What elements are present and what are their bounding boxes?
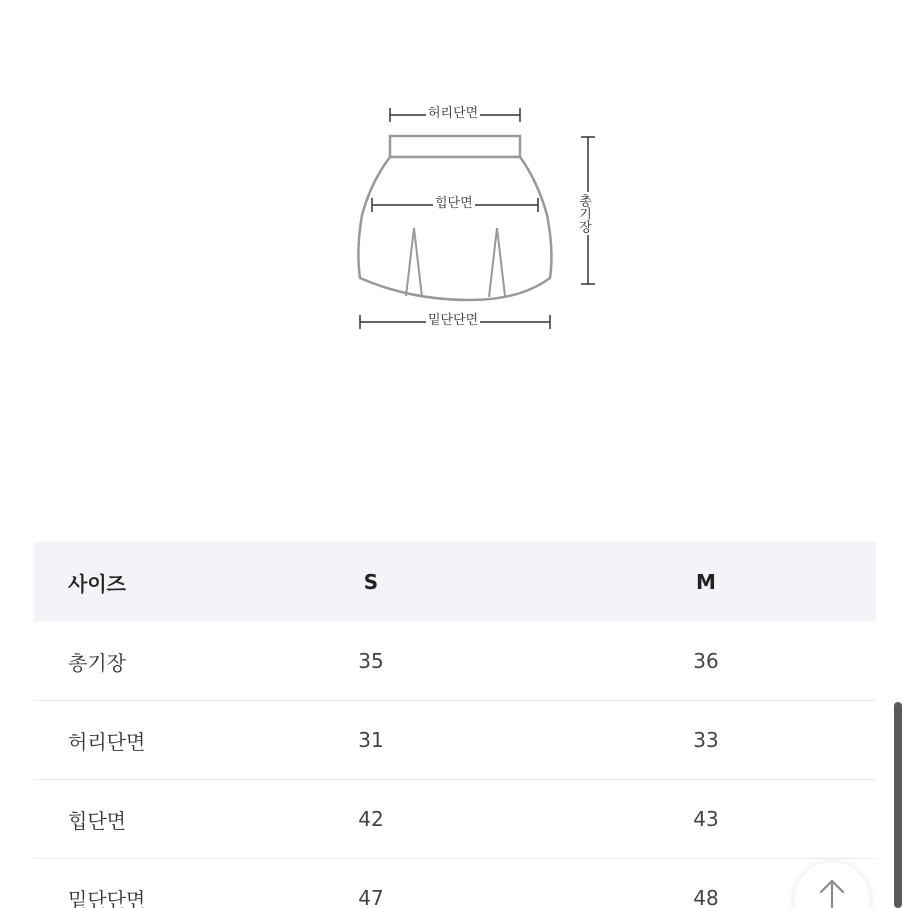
row-label: 허리단면 [68,729,146,754]
header-size-label: 사이즈 [68,571,126,596]
row-value-m: 33 [693,728,719,752]
row-value-s: 31 [358,728,384,752]
table-row [34,701,876,780]
table-row [34,780,876,859]
hem-label: 밑단단면 [428,313,479,328]
size-table [34,542,876,908]
hip-label: 힙단면 [435,196,473,211]
row-value-m: 43 [693,807,719,831]
table-row [34,622,876,701]
header-size-m: M [696,570,716,594]
row-label: 총기장 [68,650,126,675]
row-value-s: 47 [358,886,384,908]
table-row [34,859,876,908]
row-value-s: 35 [358,649,384,673]
scrollbar-thumb[interactable] [894,702,902,908]
waist-label: 허리단면 [428,106,479,121]
total-length-label: 총기장 [576,194,591,233]
row-label: 밑단단면 [68,887,146,908]
skirt-illustration [340,100,610,340]
row-value-m: 48 [693,886,719,908]
table-header-row [34,542,876,622]
skirt-size-diagram [340,100,610,340]
header-size-s: S [363,570,379,594]
row-label: 힙단면 [68,808,126,833]
row-value-m: 36 [693,649,719,673]
arrow-up-icon [818,878,846,908]
row-value-s: 42 [358,807,384,831]
